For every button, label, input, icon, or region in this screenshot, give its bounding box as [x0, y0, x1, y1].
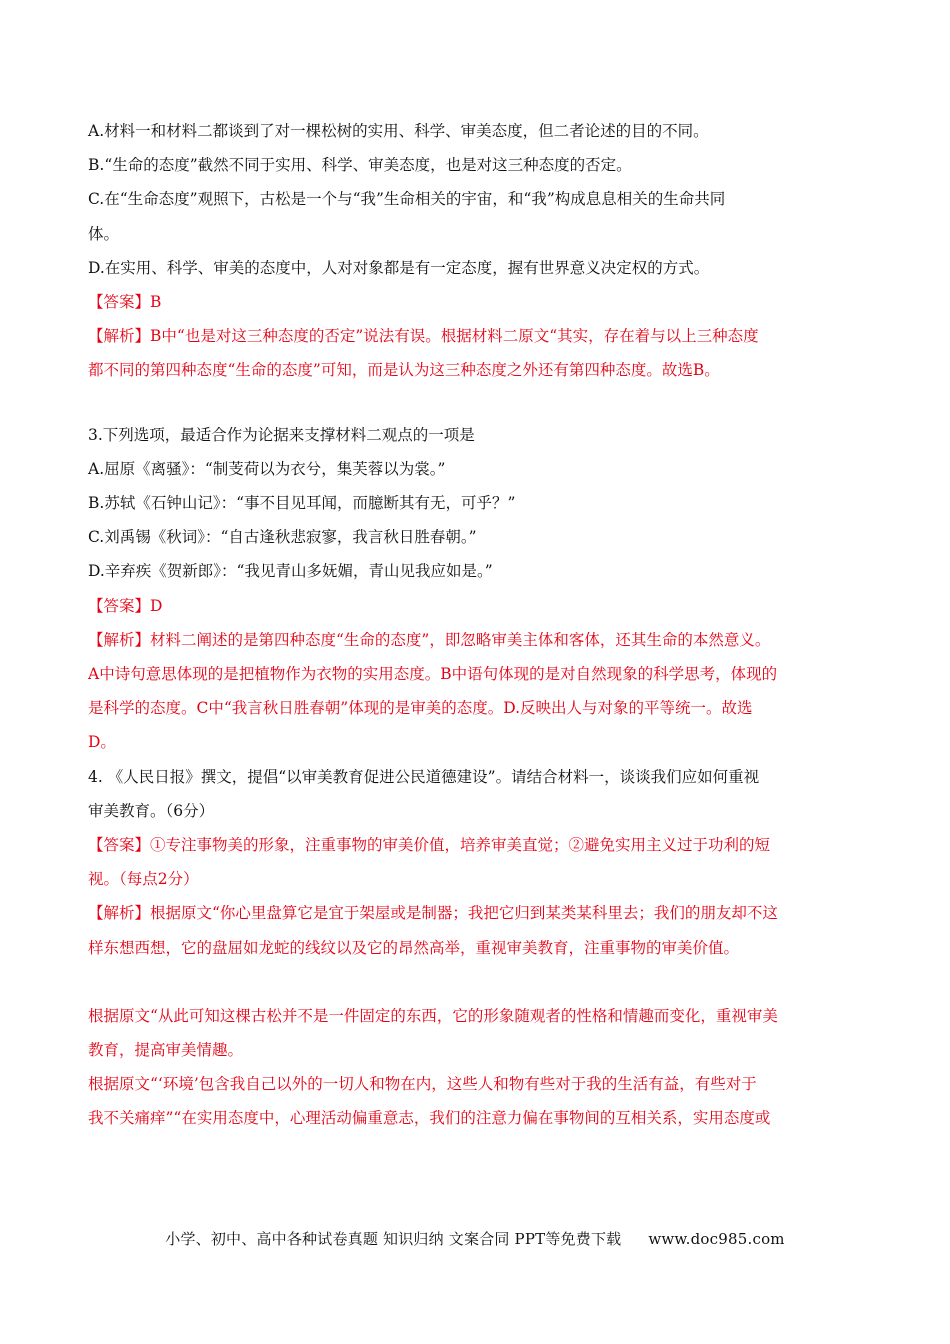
option-c-continued: 体。	[88, 224, 120, 243]
spacer	[88, 388, 878, 418]
option-a: A.屈原《离骚》：“制芰荷以为衣兮，集芙蓉以为裳。”	[88, 459, 446, 478]
option-d: D.在实用、科学、审美的态度中，人对对象都是有一定态度，握有世界意义决定权的方式。	[88, 258, 710, 277]
answer-text-continued: 视。（每点2分）	[88, 870, 199, 889]
answer-text: 【答案】①专注事物美的形象，注重事物的审美价值，培养审美直觉；②避免实用主义过于功利的短	[88, 836, 771, 855]
footer-website: www.doc985.com	[648, 1230, 785, 1248]
document-body	[88, 114, 878, 1136]
answer-label: 【答案】B	[88, 293, 162, 312]
option-a: A.材料一和材料二都谈到了对一棵松树的实用、科学、审美态度，但二者论述的目的不同。	[88, 122, 709, 140]
option-b: B.苏轼《石钟山记》：“事不目见耳闻，而臆断其有无，可乎？”	[88, 494, 516, 513]
question-3-block	[88, 418, 878, 760]
page-footer	[0, 1228, 950, 1249]
question-stem: 4. 《人民日报》撰文，提倡“以审美教育促进公民道德建设”。请结合材料一，谈谈我们应如何重视	[88, 767, 760, 786]
footer-text: 小学、初中、高中各种试卷真题 知识归纳 文案合同 PPT等免费下载	[165, 1230, 622, 1248]
question-4-block	[88, 760, 878, 1136]
analysis-paragraph: 根据原文“‘环境’包含我自己以外的一切人和物在内，这些人和物有些对于我的生活有益，有些对于	[88, 1075, 757, 1094]
option-b: B.“生命的态度”截然不同于实用、科学、审美态度，也是对这三种态度的否定。	[88, 156, 632, 175]
analysis-text-continued: 样东想西想，它的盘屈如龙蛇的线纹以及它的昂然高举，重视审美教育，注重事物的审美价值。	[88, 938, 740, 957]
analysis-text-continued: 是科学的态度。C中“我言秋日胜春朝”体现的是审美的态度。D.反映出人与对象的平等统一。故选	[88, 699, 753, 718]
analysis-text: 【解析】根据原文“你心里盘算它是宜于架屋或是制器；我把它归到某类某科里去；我们的朋友却不这	[88, 904, 778, 923]
analysis-text: 【解析】B中“也是对这三种态度的否定”说法有误。根据材料二原文“其实，存在着与以上三种态度	[88, 327, 759, 346]
question-2-block	[88, 114, 878, 388]
option-c: C.在“生命态度”观照下，古松是一个与“我”生命相关的宇宙，和“我”构成息息相关的生命共同	[88, 190, 726, 209]
analysis-paragraph-continued: 我不关痛痒”“在实用态度中，心理活动偏重意志，我们的注意力偏在事物间的互相关系，实用态度或	[88, 1109, 771, 1128]
option-d: D.辛弃疾《贺新郎》：“我见青山多妩媚，青山见我应如是。”	[88, 562, 493, 581]
answer-label: 【答案】D	[88, 596, 163, 615]
analysis-paragraph-continued: 教育，提高审美情趣。	[88, 1041, 244, 1060]
option-c: C.刘禹锡《秋词》：“自古逢秋悲寂寥，我言秋日胜春朝。”	[88, 528, 477, 547]
question-stem: 3.下列选项，最适合作为论据来支撑材料二观点的一项是	[88, 425, 475, 444]
question-stem-continued: 审美教育。（6分）	[88, 801, 215, 820]
analysis-text-continued: 都不同的第四种态度“生命的态度”可知，而是认为这三种态度之外还有第四种态度。故选B。	[88, 361, 720, 380]
spacer	[88, 965, 878, 999]
analysis-text-continued: A中诗句意思体现的是把植物作为衣物的实用态度。B中语句体现的是对自然现象的科学思考，体现的	[88, 665, 778, 684]
analysis-text: 【解析】材料二阐述的是第四种态度“生命的态度”，即忽略审美主体和客体，还其生命的本然意义。	[88, 630, 771, 649]
analysis-paragraph: 根据原文“从此可知这棵古松并不是一件固定的东西，它的形象随观者的性格和情趣而变化，重视审美	[88, 1006, 778, 1025]
analysis-text-continued: D。	[88, 733, 116, 752]
